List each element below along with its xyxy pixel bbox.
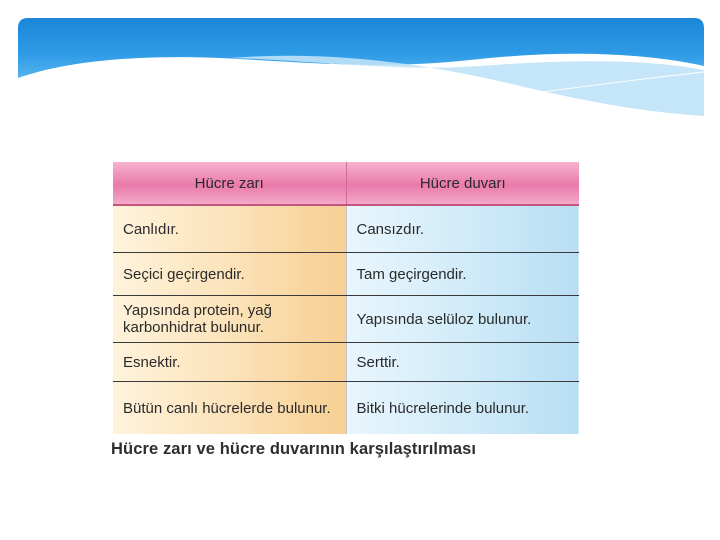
table-row: [113, 343, 579, 382]
table-cell: Seçici geçirgendir.: [113, 253, 346, 296]
table-cell: Yapısında protein, yağ karbonhidrat bulunur.: [113, 296, 346, 343]
table-row: [113, 205, 579, 253]
table-cell: Tam geçirgendir.: [346, 253, 579, 296]
table-cell: Bütün canlı hücrelerde bulunur.: [113, 382, 346, 435]
table-header-row: [113, 162, 579, 205]
table-cell: Bitki hücrelerinde bulunur.: [346, 382, 579, 435]
slide-header-band: [0, 0, 720, 130]
table-cell: Esnektir.: [113, 343, 346, 382]
comparison-table-figure: [113, 162, 579, 434]
comparison-table: [113, 162, 579, 434]
table-row: [113, 296, 579, 343]
table-row: [113, 253, 579, 296]
table-cell: Canlıdır.: [113, 205, 346, 253]
column-header-cell-membrane: Hücre zarı: [113, 162, 346, 205]
table-row: [113, 382, 579, 435]
table-cell: Cansızdır.: [346, 205, 579, 253]
column-header-cell-wall: Hücre duvarı: [346, 162, 579, 205]
figure-caption: Hücre zarı ve hücre duvarının karşılaştırılması: [111, 440, 477, 458]
table-cell: Serttir.: [346, 343, 579, 382]
table-cell: Yapısında selüloz bulunur.: [346, 296, 579, 343]
